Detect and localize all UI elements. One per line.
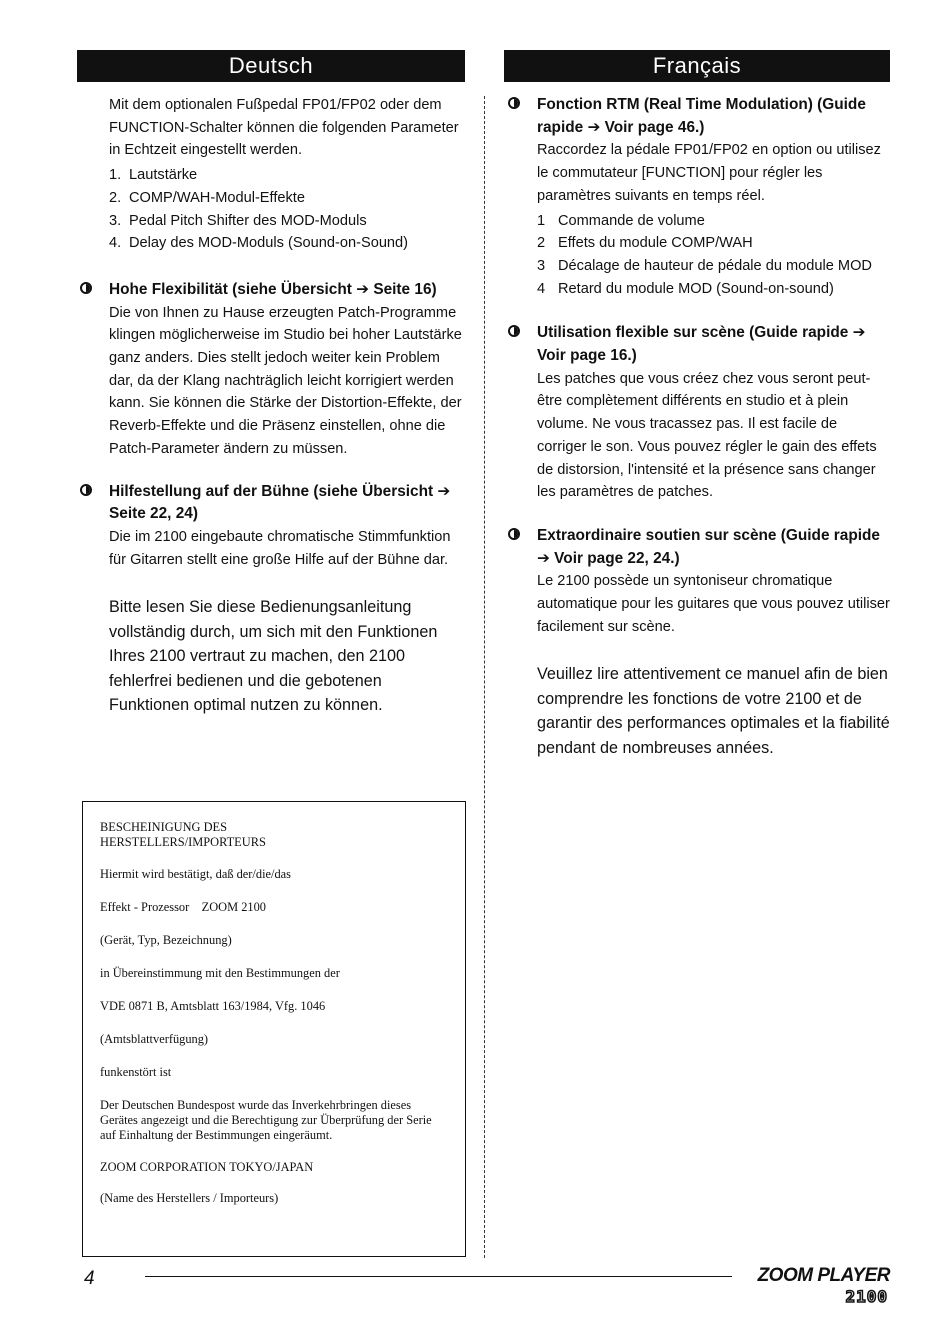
certificate-caption: (Name des Herstellers / Importeurs)	[100, 1191, 279, 1205]
francais-section-rtm	[537, 94, 890, 300]
certificate-company: ZOOM CORPORATION TOKYO/JAPAN	[100, 1160, 314, 1174]
list-item: 3 Décalage de hauteur de pédale du module MOD	[537, 257, 872, 274]
section-title: Utilisation flexible sur scène (Guide rapide ➔ Voir page 16.)	[537, 324, 866, 365]
francais-section-flexible	[537, 322, 890, 504]
certificate-title: BESCHEINIGUNG DES HERSTELLERS/IMPORTEURS	[100, 820, 266, 849]
list-item: 4. Delay des MOD-Moduls (Sound-on-Sound)	[109, 235, 409, 252]
list-item: 3. Pedal Pitch Shifter des MOD-Moduls	[109, 212, 367, 229]
half-circle-bullet-icon	[80, 484, 92, 496]
deutsch-intro: Mit dem optionalen Fußpedal FP01/FP02 oder dem FUNCTION-Schalter können die folgenden Parameter in Echtzeit eingestellt werden.	[109, 97, 459, 159]
deutsch-header: Deutsch	[77, 50, 465, 82]
list-item: 2 Effets du module COMP/WAH	[537, 235, 753, 252]
list-item: 1 Commande de volume	[537, 212, 705, 229]
francais-closing: Veuillez lire attentivement ce manuel afin de bien comprendre les fonctions de votre 2100 et de garantir des performances optimales et la fiabilité pendant de nombreuses années.	[537, 665, 890, 757]
deutsch-closing: Bitte lesen Sie diese Bedienungsanleitung vollständig durch, um sich mit den Funktionen Ihres 2100 vertraut zu machen, den 2100 fehlerfrei bedienen und die gebotenen Funktionen optimal nutzen zu können.	[109, 598, 438, 714]
column-divider	[484, 96, 485, 1258]
section-title: Extraordinaire soutien sur scène (Guide rapide ➔ Voir page 22, 24.)	[537, 526, 880, 567]
section-text: Die von Ihnen zu Hause erzeugten Patch-Programme klingen möglicherweise im Studio bei hoher Lautstärke ganz anders. Dies stellt jedoch weiter kein Problem dar, da der Klang nachträglich leicht korrigiert werden kann. Sie können die Stärke der Distortion-Effekte, der Reverb-Effekte und die Präsenz einstellen, ohne die Patch-Parameter ändern zu müssen.	[109, 304, 462, 457]
certificate-caption: (Amtsblattverfügung)	[100, 1032, 209, 1046]
certificate-line: in Übereinstimmung mit den Bestimmungen der	[100, 966, 340, 980]
list-item: 1. Lautstärke	[109, 167, 198, 184]
footer-rule	[145, 1276, 732, 1277]
deutsch-body	[109, 94, 465, 717]
francais-feature-list	[537, 210, 890, 301]
list-item: 2. COMP/WAH-Modul-Effekte	[109, 189, 305, 206]
certificate-statement: Der Deutschen Bundespost wurde das Inverkehrbringen dieses Gerätes angezeigt und die Berechtigung zur Überprüfung der Serie auf Einhaltung der Bestimmungen eingeräumt.	[100, 1098, 432, 1142]
logo-text: ZOOM PLAYER	[757, 1265, 890, 1286]
francais-column	[504, 50, 890, 776]
section-text: Raccordez la pédale FP01/FP02 en option ou utilisez le commutateur [FUNCTION] pour régler les paramètres suivants en temps réel.	[537, 142, 881, 204]
section-text: Les patches que vous créez chez vous seront peut-être complètement différents en studio et à plein volume. Ne vous tracassez pas. Il est facile de corriger le son. Vous pouvez régler le gain des effets de distorsion, l'intensité et la présence sans changer les paramètres de patches.	[537, 370, 877, 501]
deutsch-section-stage-help	[109, 481, 465, 572]
deutsch-section-flexibility	[109, 279, 465, 461]
certificate-device: Effekt - Prozessor ZOOM 2100	[100, 900, 266, 914]
certificate-line: Hiermit wird bestätigt, daß der/die/das	[100, 867, 291, 881]
francais-section-stage-support	[537, 525, 890, 639]
half-circle-bullet-icon	[508, 325, 520, 337]
half-circle-bullet-icon	[508, 97, 520, 109]
francais-body	[537, 94, 890, 760]
certificate-line: funkenstört ist	[100, 1065, 172, 1079]
section-title: Hohe Flexibilität (siehe Übersicht ➔ Seite 16)	[109, 280, 437, 298]
section-title: Hilfestellung auf der Bühne (siehe Übersicht ➔ Seite 22, 24)	[109, 482, 451, 523]
section-text: Le 2100 possède un syntoniseur chromatique automatique pour les guitares que vous pouvez utiliser facilement sur scène.	[537, 573, 890, 635]
half-circle-bullet-icon	[80, 282, 92, 294]
list-item: 4 Retard du module MOD (Sound-on-sound)	[537, 280, 834, 297]
manufacturer-certificate-box	[82, 801, 466, 1257]
certificate-regulation: VDE 0871 B, Amtsblatt 163/1984, Vfg. 1046	[100, 999, 326, 1013]
half-circle-bullet-icon	[508, 528, 520, 540]
deutsch-column	[77, 50, 465, 734]
zoom-player-logo	[745, 1266, 890, 1308]
francais-header: Français	[504, 50, 890, 82]
logo-model: 2100	[845, 1287, 888, 1306]
deutsch-feature-list	[109, 164, 465, 255]
certificate-caption: (Gerät, Typ, Bezeichnung)	[100, 933, 232, 947]
page-number: 4	[84, 1268, 95, 1289]
section-title: Fonction RTM (Real Time Modulation) (Guide rapide ➔ Voir page 46.)	[537, 96, 866, 136]
section-text: Die im 2100 eingebaute chromatische Stimmfunktion für Gitarren stellt eine große Hilfe auf der Bühne dar.	[109, 528, 451, 568]
